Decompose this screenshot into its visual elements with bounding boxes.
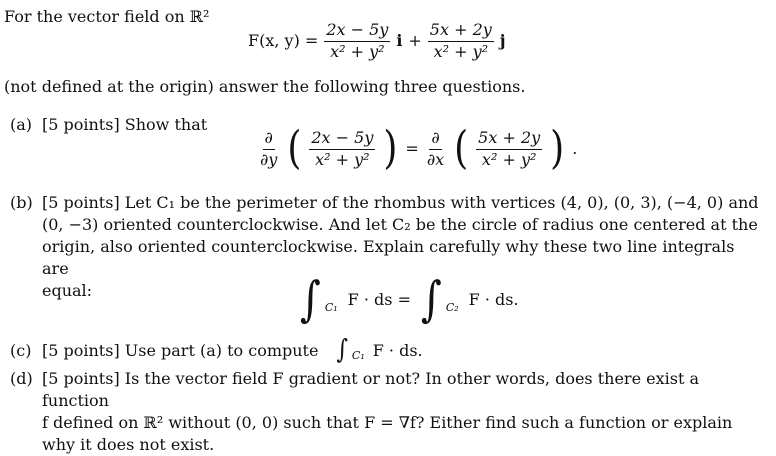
fraction-denominator: x² + y² <box>330 41 385 61</box>
period: . <box>572 139 578 159</box>
unit-vector-i: i <box>396 31 403 51</box>
partial-derivative-equation <box>258 123 578 175</box>
part-c-integrand: F · ds. <box>372 341 423 360</box>
fraction-denominator: ∂y <box>260 149 278 169</box>
fraction-numerator: ∂ <box>429 130 441 150</box>
fraction-numerator: 5x + 2y <box>476 130 542 150</box>
left-paren: ( <box>454 123 469 175</box>
fraction-denominator: ∂x <box>426 149 445 169</box>
fraction-denominator: x² + y² <box>481 149 537 169</box>
unit-vector-j: j <box>499 31 506 51</box>
part-d-line-1: [5 points] Is the vector field F gradient or not? In other words, does there exist a function <box>42 369 699 410</box>
part-a-fraction-1 <box>309 130 375 169</box>
field-fraction-1 <box>324 22 390 61</box>
fraction-numerator: 5x + 2y <box>428 22 494 42</box>
integral-subscript-c2: C₂ <box>445 301 459 314</box>
field-lhs: F(x, y) = <box>248 31 319 51</box>
partial-x-operator <box>425 130 446 169</box>
partial-y-operator <box>258 130 279 169</box>
part-d-line-2: f defined on ℝ² without (0, 0) such that F = ∇f? Either find such a function or explain <box>42 413 733 432</box>
vector-field-definition <box>248 22 506 61</box>
left-paren: ( <box>287 123 302 175</box>
integral-subscript-c1: C₁ <box>351 349 365 362</box>
part-b-line-2: (0, −3) oriented counterclockwise. And let C₂ be the circle of radius one centered at the <box>42 215 758 234</box>
part-d-line-3: why it does not exist. <box>42 435 215 454</box>
part-c-sentence: [5 points] Use part (a) to compute <box>42 341 319 360</box>
fraction-numerator: 2x − 5y <box>309 130 375 150</box>
integrand-1: F · ds = <box>347 290 411 309</box>
part-b-line-1: [5 points] Let C₁ be the perimeter of the rhombus with vertices (4, 0), (0, 3), (−4, 0) and <box>42 193 759 212</box>
integral-sign-icon: ∫ <box>336 335 348 366</box>
part-c-text <box>42 335 423 366</box>
integral-subscript-c1: C₁ <box>324 301 338 314</box>
part-d-text <box>42 368 762 456</box>
part-c-label: (c) <box>10 341 32 360</box>
part-b-line-3: origin, also oriented counterclockwise. Explain carefully why these two line integrals are <box>42 237 735 278</box>
part-b-line-4: equal: <box>42 281 93 300</box>
integrand-2: F · ds. <box>468 290 519 309</box>
fraction-denominator: x² + y² <box>315 149 370 169</box>
part-b-label: (b) <box>10 193 33 212</box>
line-integral-equation <box>300 272 519 328</box>
right-paren: ) <box>550 123 565 175</box>
plus-sign: + <box>408 31 422 51</box>
integral-sign-icon: ∫ <box>420 272 442 328</box>
part-a-fraction-2 <box>476 130 542 169</box>
part-d-label: (d) <box>10 369 33 388</box>
field-fraction-2 <box>428 22 494 61</box>
integral-sign-icon: ∫ <box>300 272 321 328</box>
intro-line-2: (not defined at the origin) answer the following three questions. <box>4 77 526 96</box>
part-a-text: [5 points] Show that <box>42 115 208 134</box>
fraction-denominator: x² + y² <box>433 41 489 61</box>
equals-sign: = <box>405 139 419 159</box>
fraction-numerator: 2x − 5y <box>324 22 390 42</box>
intro-line-1: For the vector field on ℝ² <box>4 7 210 26</box>
part-a-label: (a) <box>10 115 33 134</box>
fraction-numerator: ∂ <box>263 130 275 150</box>
right-paren: ) <box>383 123 398 175</box>
